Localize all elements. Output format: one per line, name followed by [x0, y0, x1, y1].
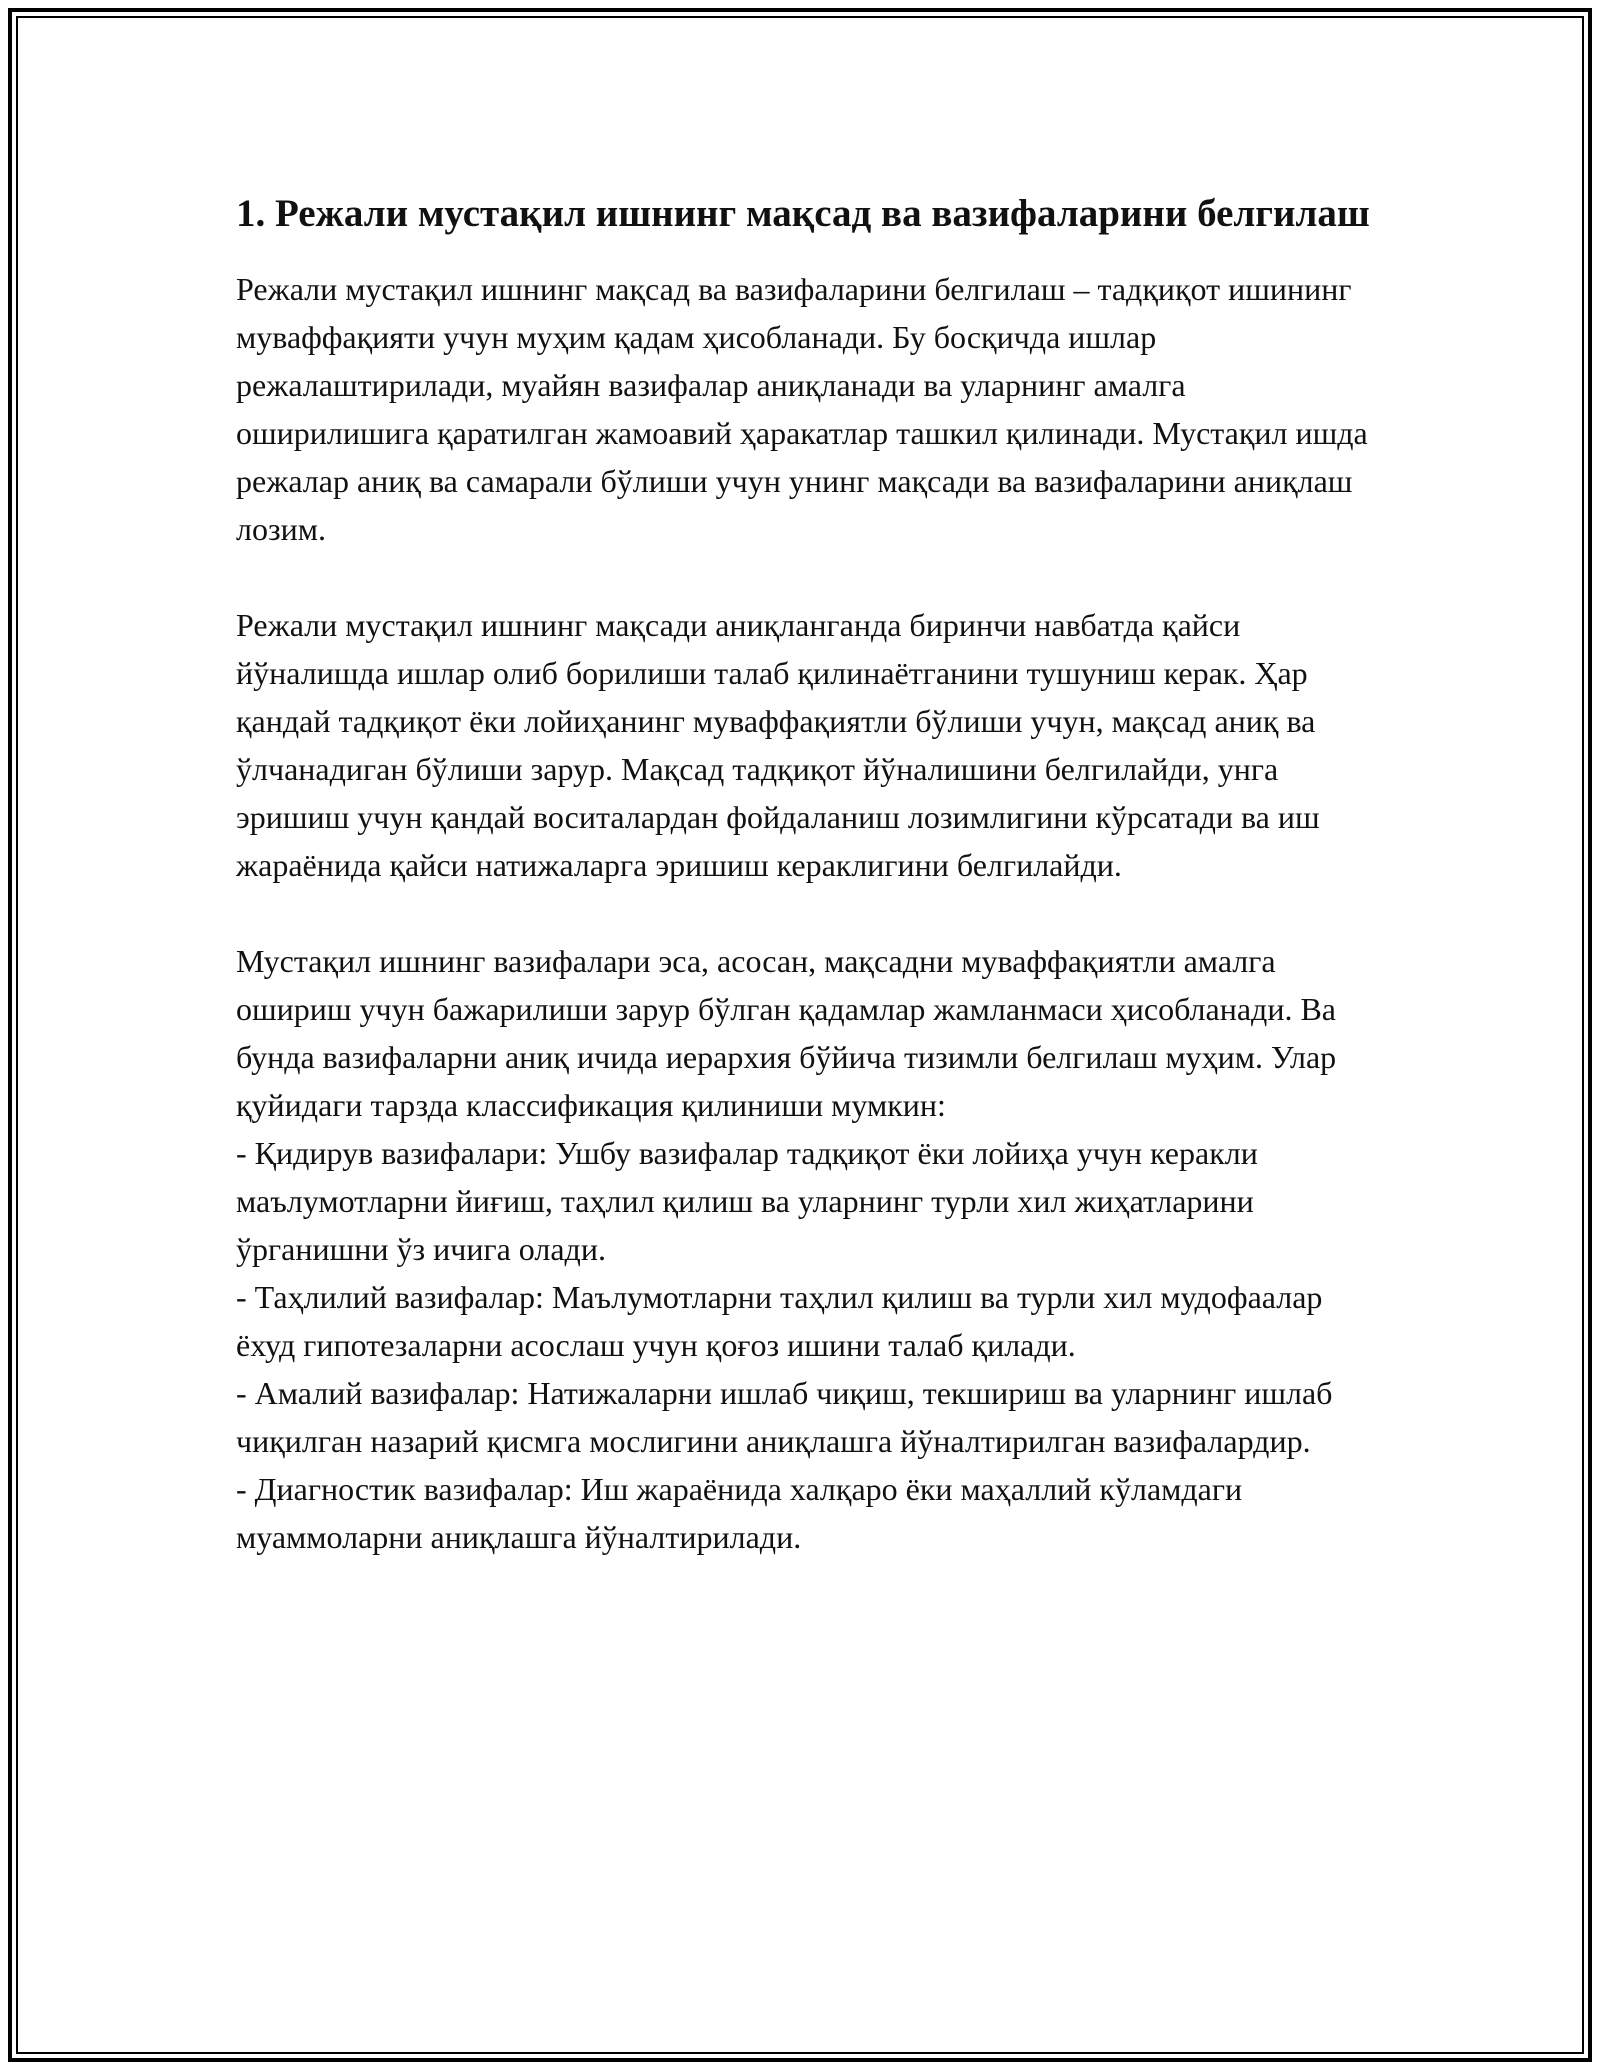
list-item-diagnostic-tasks: - Диагностик вазифалар: Иш жараёнида халқаро ёки маҳаллий кўламдаги муаммоларни аниқлашга йўналтирилади. — [236, 1471, 1243, 1555]
document-body — [236, 186, 1376, 1561]
task-list — [236, 1129, 1376, 1561]
paragraph-intro: Режали мустақил ишнинг мақсад ва вазифаларини белгилаш – тадқиқот ишининг муваффақияти учун муҳим қадам ҳисобланади. Бу босқичда ишлар режалаштирилади, муайян вазифалар аниқланади ва уларнинг амалга оширилишига қаратилган жамоавий ҳаракатлар ташкил қилинади. Мустақил ишда режалар аниқ ва самарали бўлиши учун унинг мақсади ва вазифаларини аниқлаш лозим. — [236, 271, 1368, 547]
section-heading: 1. Режали мустақил ишнинг мақсад ва вазифаларини белгилаш — [236, 192, 1370, 235]
paragraph-tasks: Мустақил ишнинг вазифалари эса, асосан, мақсадни муваффақиятли амалга ошириш учун бажарилиши зарур бўлган қадамлар жамланмаси ҳисобланади. Ва бунда вазифаларни аниқ ичида иерархия бўйича тизимли белгилаш муҳим. Улар қуйидаги тарзда классификация қилиниши мумкин: — [236, 943, 1337, 1123]
list-item-analytical-tasks: - Таҳлилий вазифалар: Маълумотларни таҳлил қилиш ва турли хил мудофаалар ёхуд гипотезаларни асослаш учун қоғоз ишини талаб қилади. — [236, 1279, 1323, 1363]
paragraph-goal: Режали мустақил ишнинг мақсади аниқланганда биринчи навбатда қайси йўналишда ишлар олиб борилиши талаб қилинаётганини тушуниш керак. Ҳар қандай тадқиқот ёки лойиҳанинг муваффақиятли бўлиши учун, мақсад аниқ ва ўлчанадиган бўлиши зарур. Мақсад тадқиқот йўналишини белгилайди, унга эришиш учун қандай воситалардан фойдаланиш лозимлигини кўрсатади ва иш жараёнида қайси натижаларга эришиш кераклигини белгилайди. — [236, 607, 1320, 883]
list-item-practical-tasks: - Амалий вазифалар: Натижаларни ишлаб чиқиш, текшириш ва уларнинг ишлаб чиқилган назарий қисмга мослигини аниқлашга йўналтирилган вазифалардир. — [236, 1375, 1333, 1459]
list-item-search-tasks: - Қидирув вазифалари: Ушбу вазифалар тадқиқот ёки лойиҳа учун керакли маълумотларни йиғиш, таҳлил қилиш ва уларнинг турли хил жиҳатларини ўрганишни ўз ичига олади. — [236, 1135, 1258, 1267]
